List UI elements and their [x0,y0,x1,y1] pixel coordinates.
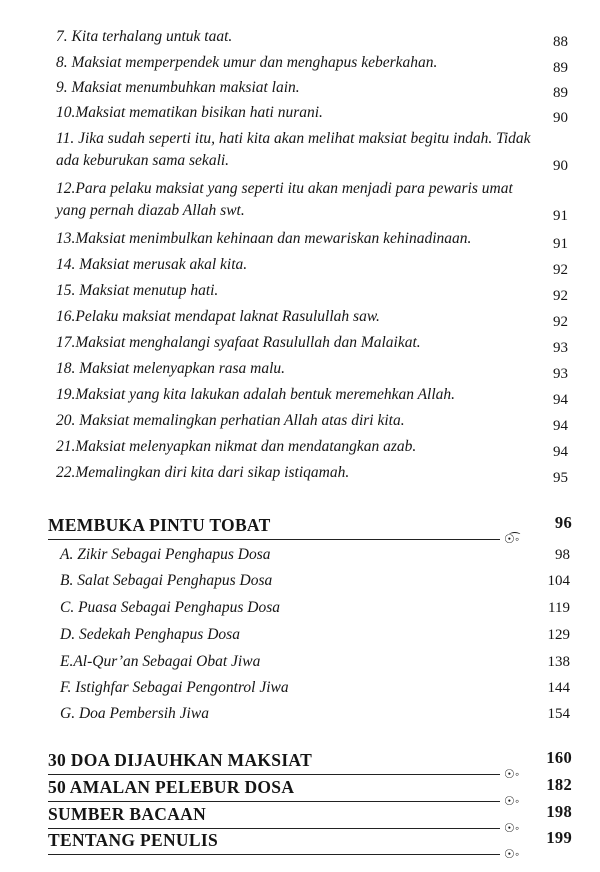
section-page-number: 199 [546,828,572,847]
toc-subentry-g [60,703,570,725]
toc-entry-10 [56,102,568,124]
heading-underline [48,828,500,829]
entry-page-number: 154 [547,706,570,722]
entry-text: 9. Maksiat menumbuhkan maksiat lain. [56,79,300,96]
entry-page-number: 91 [553,208,568,224]
section-title: MEMBUKA PINTU TOBAT [48,515,271,535]
entry-text: 21.Maksiat melenyapkan nikmat dan mendatangkan azab. [56,438,417,455]
entry-page-number: 92 [553,288,568,304]
section-title: 30 DOA DIJAUHKAN MAKSIAT [48,750,313,770]
entry-text: E.Al-Qur’an Sebagai Obat Jiwa [60,653,261,670]
entry-page-number: 144 [547,680,570,696]
heading-underline [48,774,500,775]
entry-page-number: 104 [547,573,570,589]
entry-text: 16.Pelaku maksiat mendapat laknat Rasulullah saw. [56,308,380,325]
entry-text: G. Doa Pembersih Jiwa [60,705,209,722]
entry-page-number: 94 [553,444,568,460]
section-heading-50-amalan [48,775,572,808]
entry-page-number: 93 [553,340,568,356]
toc-entry-19 [56,384,568,406]
ornament-icon: ☉͡◦ [504,532,520,546]
entry-page-number: 90 [553,158,568,174]
entry-page-number: 119 [548,600,570,616]
entry-text: 10.Maksiat mematikan bisikan hati nurani. [56,104,323,121]
entry-text: A. Zikir Sebagai Penghapus Dosa [60,546,271,563]
entry-text: 20. Maksiat memalingkan perhatian Allah atas diri kita. [56,412,405,429]
toc-subentry-e [60,651,570,673]
toc-entry-13 [56,228,568,250]
section-heading-tentang-penulis [48,828,572,861]
entry-page-number: 94 [553,418,568,434]
entry-text: 18. Maksiat melenyapkan rasa malu. [56,360,286,377]
entry-text: 11. Jika sudah seperti itu, hati kita akan melihat maksiat begitu indah. Tidak ada keburukan sama sekali. [56,130,531,169]
entry-page-number: 88 [553,34,568,50]
entry-text: 22.Memalingkan diri kita dari sikap istiqamah. [56,464,350,481]
toc-entry-18 [56,358,568,380]
section-page-number: 182 [546,775,572,794]
toc-entry-17 [56,332,568,354]
entry-page-number: 89 [553,60,568,76]
toc-entry-8 [56,52,568,74]
section-page-number: 160 [546,748,572,767]
toc-entry-9 [56,77,568,99]
entry-text: 14. Maksiat merusak akal kita. [56,256,248,273]
entry-text: 15. Maksiat menutup hati. [56,282,219,299]
entry-text: 17.Maksiat menghalangi syafaat Rasulullah dan Malaikat. [56,334,421,351]
section-heading-membuka-pintu-tobat [48,513,572,546]
toc-entry-22 [56,462,568,484]
ornament-icon: ☉◦ [504,821,520,835]
entry-page-number: 95 [553,470,568,486]
entry-page-number: 90 [553,110,568,126]
entry-text: B. Salat Sebagai Penghapus Dosa [60,572,273,589]
entry-text: 13.Maksiat menimbulkan kehinaan dan mewariskan kehinadinaan. [56,230,472,247]
toc-entry-14 [56,254,568,276]
entry-text: 7. Kita terhalang untuk taat. [56,28,233,45]
entry-page-number: 93 [553,366,568,382]
heading-underline [48,539,500,540]
entry-page-number: 92 [553,314,568,330]
heading-underline [48,801,500,802]
toc-subentry-b [60,570,570,592]
toc-entry-12 [56,178,568,222]
entry-text: 8. Maksiat memperpendek umur dan menghapus keberkahan. [56,54,438,71]
toc-subentry-d [60,624,570,646]
section-title: SUMBER BACAAN [48,804,207,824]
entry-text: 12.Para pelaku maksiat yang seperti itu akan menjadi para pewaris umat yang pernah diazab Allah swt. [56,180,513,219]
entry-text: D. Sedekah Penghapus Dosa [60,626,240,643]
entry-text: C. Puasa Sebagai Penghapus Dosa [60,599,281,616]
toc-entry-7 [56,26,568,48]
toc-entry-16 [56,306,568,328]
section-heading-30-doa [48,748,572,781]
toc-subentry-a [60,544,570,566]
section-title: TENTANG PENULIS [48,830,218,850]
ornament-icon: ☉◦ [504,847,520,861]
entry-page-number: 91 [553,236,568,252]
section-title: 50 AMALAN PELEBUR DOSA [48,777,295,797]
section-heading-sumber-bacaan [48,802,572,835]
section-page-number: 96 [554,513,572,532]
entry-page-number: 129 [547,627,570,643]
entry-text: 19.Maksiat yang kita lakukan adalah bentuk meremehkan Allah. [56,386,456,403]
entry-page-number: 94 [553,392,568,408]
toc-entry-20 [56,410,568,432]
section-page-number: 198 [546,802,572,821]
heading-underline [48,854,500,855]
ornament-icon: ☉◦ [504,794,520,808]
ornament-icon: ☉◦ [504,767,520,781]
entry-page-number: 89 [553,85,568,101]
toc-entry-21 [56,436,568,458]
toc-entry-11 [56,128,568,172]
entry-page-number: 138 [547,654,570,670]
toc-entry-15 [56,280,568,302]
toc-subentry-c [60,597,570,619]
entry-page-number: 92 [553,262,568,278]
entry-text: F. Istighfar Sebagai Pengontrol Jiwa [60,679,289,696]
toc-subentry-f [60,677,570,699]
entry-page-number: 98 [555,547,570,563]
